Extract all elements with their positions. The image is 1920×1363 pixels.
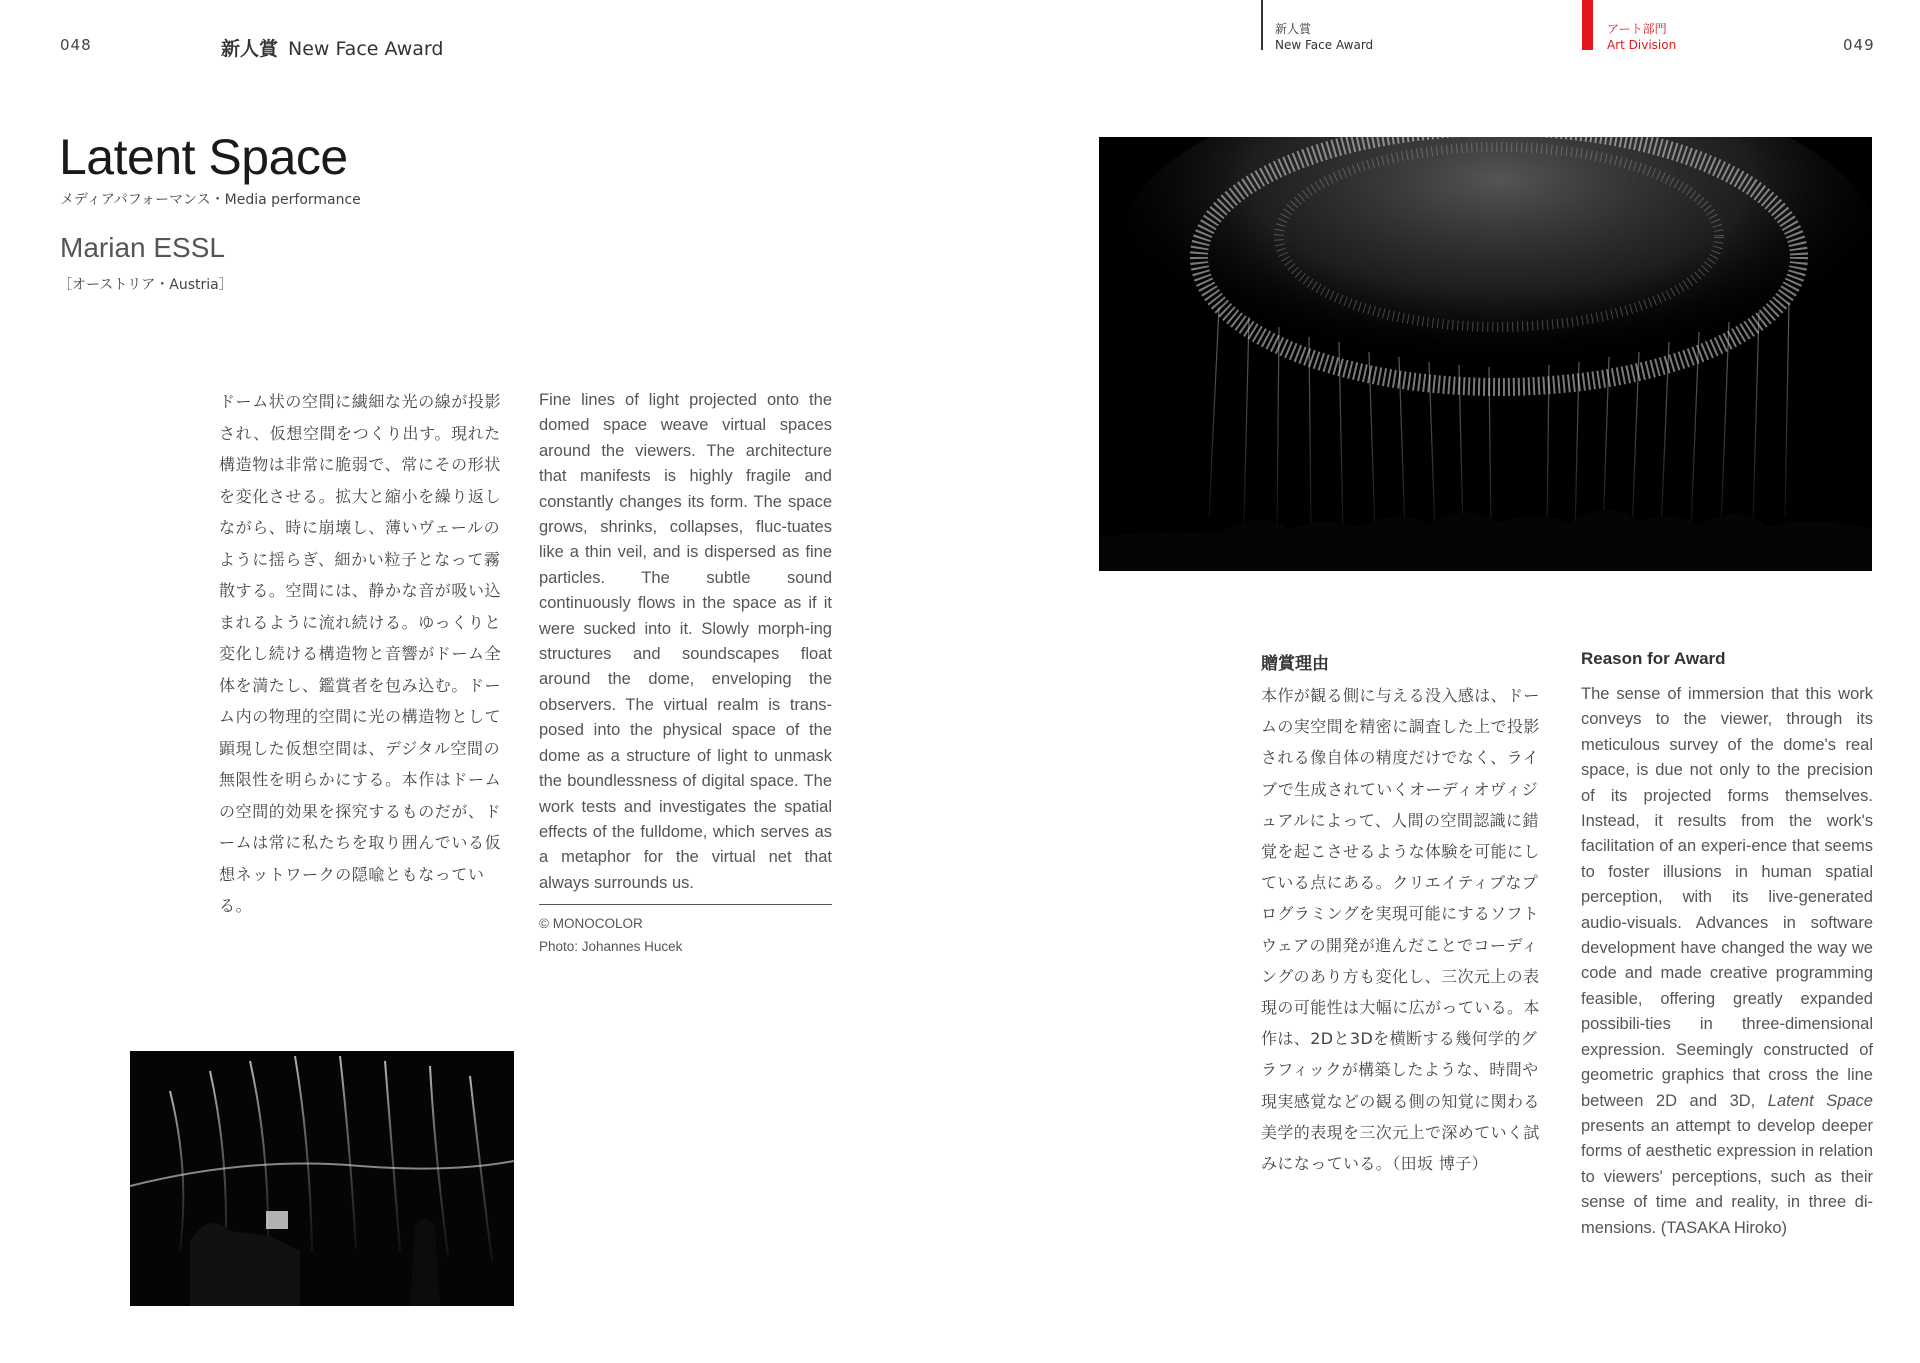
- reason-jp: 本作が観る側に与える没入感は、ドームの実空間を精密に調査した上で投影される像自体の精度だけでなく、ライブで生成されていくオーディオヴィジュアルによって、人間の空間認識に錯覚を起こさせるような体験を可能にしている点にある。クリエイティブなプログラミングを実現可能にするソフトウェアの開発が進んだことでコーディングのあり方も変化し、三次元上の表現の可能性は大幅に広がっている。本作は、2Dと3Dを横断する幾何学的グラフィックが構築したような、時間や現実感覚などの観る側の知覚に関わる美学的表現を三次元上で深めていく試みになっている。（田坂 博子）: [1261, 686, 1540, 1174]
- header-award-jp: 新人賞: [221, 38, 279, 60]
- credit-copyright: © MONOCOLOR: [539, 916, 643, 931]
- performer-photo: [130, 1051, 514, 1306]
- dome-photo-graphic: [1099, 137, 1872, 571]
- reason-en-part-1: The sense of immersion that this work conveys to the viewer, through its meticulous survey of the dome's real space, is due not only to the precision of its projected forms themselves. Instead, it results from the work's facilitation of an experi-ence that seems to foster illusions in human spatial perception, with its live-generated audio-visuals. Advances in software development have changed the way we code and made creative programming feasible, offering greatly expanded possibili-ties in three-dimensional expression. Seemingly constructed of geometric graphics that cross the line between 2D and 3D,: [1581, 685, 1873, 1110]
- right-page-number: 049: [1843, 36, 1875, 54]
- header-award-en: New Face Award: [288, 38, 444, 60]
- photo-credits: [539, 912, 682, 958]
- description-en: Fine lines of light projected onto the domed space weave virtual spaces around the viewers. The architecture that manifests is highly fragile and constantly changes its form. The space grows, shrinks, collapses, fluc-tuates like a thin veil, and is dispersed as fine particles. The subtle sound continuously flows in the space as if it were sucked into it. Slowly morph-ing structures and soundscapes float around the dome, enveloping the observers. The virtual realm is trans-posed into the physical space of the dome as a structure of light to unmask the boundlessness of digital space. The work tests and investigates the spatial effects of the fulldome, which serves as a metaphor for the virtual net that always surrounds us.: [539, 391, 832, 892]
- artist-name: Marian ESSL: [60, 232, 225, 263]
- reason-heading-en: Reason for Award: [1581, 649, 1726, 668]
- tag-new-face-award-jp: 新人賞: [1275, 22, 1312, 36]
- tag-art-division: [1582, 0, 1676, 50]
- artist-country: ［オーストリア・Austria］: [58, 277, 233, 293]
- description-jp: ドーム状の空間に繊細な光の線が投影され、仮想空間をつくり出す。現れた構造物は非常に脆弱で、常にその形状を変化させる。拡大と縮小を繰り返しながら、時に崩壊し、薄いヴェールのように揺らぎ、細かい粒子となって霧散する。空間には、静かな音が吸い込まれるように流れ続ける。ゆっくりと変化し続ける構造物と音響がドーム全体を満たし、鑑賞者を包み込む。ドーム内の物理的空間に光の構造物として顕現した仮想空間は、デジタル空間の無限性を明らかにする。本作はドームの空間的効果を探究するものだが、ドームは常に私たちを取り囲んでいる仮想ネットワークの隠喩ともなっている。: [219, 392, 502, 915]
- reason-heading-jp: 贈賞理由: [1261, 654, 1329, 674]
- reason-en-part-2: presents an attempt to develop deeper forms of aesthetic expression in relation to viewers' perceptions, such as their sense of time and reality, in three di-mensions. (TASAKA Hiroko): [1581, 1116, 1873, 1237]
- performer-photo-graphic: [130, 1051, 514, 1306]
- left-page-header: [221, 34, 443, 61]
- credit-divider: [539, 904, 832, 905]
- tag-new-face-award-en: New Face Award: [1275, 38, 1374, 52]
- reason-en: [1581, 682, 1873, 1241]
- credit-photographer: Photo: Johannes Hucek: [539, 939, 683, 954]
- left-page-number: 048: [60, 36, 92, 54]
- work-category: メディアパフォーマンス・Media performance: [60, 192, 361, 208]
- dome-performance-photo: [1099, 137, 1872, 571]
- tag-art-division-jp: アート部門: [1607, 22, 1667, 36]
- tag-new-face-award: [1261, 0, 1373, 50]
- reason-en-work-title: Latent Space: [1767, 1091, 1873, 1110]
- work-title: Latent Space: [59, 129, 348, 185]
- tag-art-division-en: Art Division: [1607, 38, 1677, 52]
